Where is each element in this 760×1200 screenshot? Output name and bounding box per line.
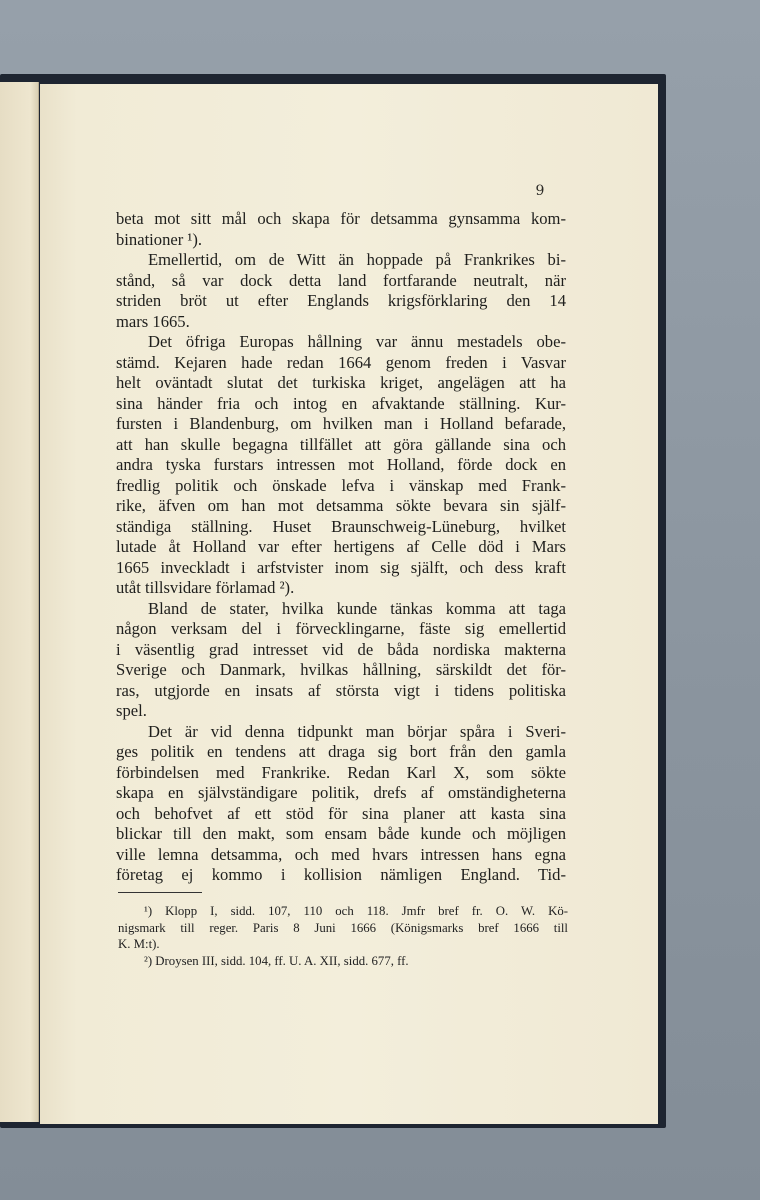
text-line: ville lemna detsamma, och med hvars intressen hans egna [116, 844, 566, 864]
text-line: ständiga ställning. Huset Braunschweig-Lüneburg, hvilket [116, 516, 566, 536]
footnote-rule [118, 892, 202, 893]
text-line: Emellertid, om de Witt än hoppade på Frankrikes bi- [148, 250, 566, 269]
text-line: förbindelsen med Frankrike. Redan Karl X, som sökte [116, 762, 566, 782]
text-line: 1665 inveckladt i arfstvister inom sig själft, och dess kraft [116, 557, 566, 577]
text-line: andra tyska furstars intressen mot Holland, förde dock en [116, 455, 566, 474]
text-line: Bland de stater, hvilka kunde tänkas komma att taga [148, 598, 566, 618]
page-number: 9 [535, 183, 545, 199]
text-line: och behofvet af ett stöd för sina planer att kasta sina [116, 803, 566, 823]
text-line: binationer ¹). [116, 229, 203, 249]
text-line: skapa en självständigare politik, drefs af omständigheterna [116, 783, 566, 802]
text-line: att han skulle begagna tillfället att göra gällande sina och [116, 434, 566, 454]
text-line: i väsentlig grad intresset vid de båda nordiska makterna [116, 639, 566, 659]
text-line: ras, utgjorde en insats af största vigt i tidens politiska [116, 680, 566, 700]
text-line: företag ej kommo i kollision nämligen England. Tid- [116, 865, 566, 884]
footnotes [118, 903, 568, 969]
text-line: sina händer fria och intog en afvaktande ställning. Kur- [116, 393, 566, 413]
text-line: lutade åt Holland var efter hertigens af Celle död i Mars [116, 537, 566, 556]
footnote-line: K. M:t). [118, 937, 160, 951]
footnote-line: ²) Droysen III, sidd. 104, ff. U. A. XII, sidd. 677, ff. [144, 953, 409, 968]
text-line: Det är vid denna tidpunkt man börjar spåra i Sveri- [148, 721, 566, 741]
left-page-edge [0, 82, 39, 1122]
text-line: blickar till den makt, som ensam både kunde och möjligen [116, 824, 566, 843]
text-line: stämd. Kejaren hade redan 1664 genom freden i Vasvar [116, 352, 566, 372]
text-line: rike, äfven om han mot detsamma sökte bevara sin själf- [116, 496, 566, 515]
text-line: beta mot sitt mål och skapa för detsamma gynsamma kom- [116, 209, 566, 228]
footnote-line: nigsmark till reger. Paris 8 Juni 1666 (Königsmarks bref 1666 till [118, 920, 568, 935]
text-line: fursten i Blandenburg, om hvilken man i Holland befarade, [116, 414, 566, 433]
text-line: någon verksam del i förvecklingarne, fäste sig emellertid [116, 619, 566, 638]
text-line: fredlig politik och önskade lefva i vänskap med Frank- [116, 475, 566, 495]
text-line: spel. [116, 701, 147, 720]
text-line: stånd, så var dock detta land fortfarande neutralt, när [116, 270, 566, 290]
text-line: ges politik en tendens att draga sig bort från den gamla [116, 742, 566, 761]
text-line: helt oväntadt slutat det turkiska kriget, angelägen att ha [116, 373, 566, 392]
text-line: Det öfriga Europas hållning var ännu mestadels obe- [148, 332, 566, 351]
text-line: striden bröt ut efter Englands krigsförklaring den 14 [116, 291, 566, 310]
body-text [116, 209, 566, 886]
text-line: utåt tillsvidare förlamad ²). [116, 578, 295, 597]
text-line: mars 1665. [116, 311, 190, 331]
text-line: Sverige och Danmark, hvilkas hållning, särskildt det för- [116, 660, 566, 679]
footnote-line: ¹) Klopp I, sidd. 107, 110 och 118. Jmfr bref fr. O. W. Kö- [144, 904, 568, 918]
